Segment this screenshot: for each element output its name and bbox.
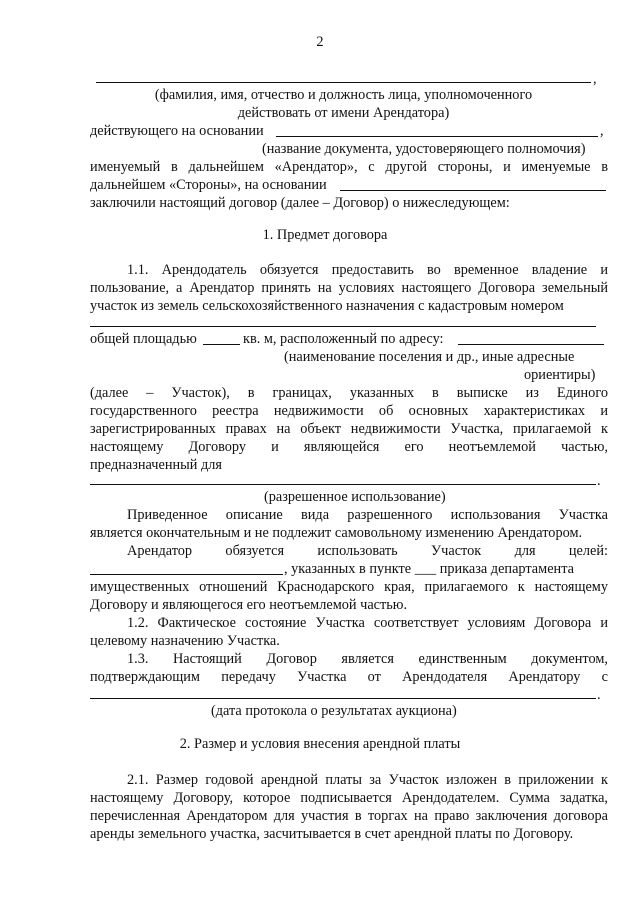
parties-text-line2: дальнейшем «Стороны», на основании (90, 177, 327, 193)
clause-2-1-line2: настоящему Договору, которое подписывается Арендодателем. Сумма задатка, (90, 790, 608, 806)
plot-description-line4: настоящему Договору и являющейся его неотъемлемой частью, (90, 439, 608, 455)
clause-1-2-line1: 1.2. Фактическое состояние Участка соответствует условиям Договора и (127, 615, 608, 631)
address-label: кв. м, расположенный по адресу: (243, 331, 444, 347)
clause-2-1-line4: аренды земельного участка, засчитывается в счет арендной платы по Договору. (90, 826, 574, 842)
area-label: общей площадью (90, 331, 197, 347)
parties-text-line1: именуемый в дальнейшем «Арендатор», с другой стороны, и именуемые в (90, 159, 608, 175)
permitted-use-hint: (разрешенное использование) (264, 489, 446, 505)
clause-1-1-line2: пользование, а Арендатор принять на условиях настоящего Договора земельный (90, 280, 608, 296)
permitted-use-blank (90, 484, 596, 485)
use-description-line1: Приведенное описание вида разрешенного использования Участка (127, 507, 608, 523)
plot-description-line2: государственного реестра недвижимости об основных характеристиках и (90, 403, 608, 419)
obligation-line3: имущественных отношений Краснодарского края, прилагаемого к настоящему (90, 579, 608, 595)
clause-1-2-line2: целевому назначению Участка. (90, 633, 280, 649)
section-1-heading: 1. Предмет договора (262, 227, 388, 243)
section-2-heading: 2. Размер и условия внесения арендной платы (179, 736, 461, 752)
clause-1-3-line2: подтверждающим передачу Участка от Арендодателя Арендатору с (90, 669, 608, 685)
clause-2-1-line1: 2.1. Размер годовой арендной платы за Участок изложен в приложении к (127, 772, 608, 788)
plot-description-line5: предназначенный для (90, 457, 222, 473)
clause-1-3-line1: 1.3. Настоящий Договор является единственным документом, (127, 651, 608, 667)
plot-description-line3: зарегистрированных правах на объект недвижимости Участка, прилагаемой к (90, 421, 608, 437)
clause-1-1-line1: 1.1. Арендодатель обязуется предоставить во временное владение и (127, 262, 608, 278)
representative-comma: , (593, 71, 597, 87)
representative-hint-line1: (фамилия, имя, отчество и должность лица, уполномоченного (154, 87, 533, 103)
plot-description-line1: (далее – Участок), в границах, указанных в выписке из Единого (90, 385, 608, 401)
permitted-use-period: . (597, 473, 601, 489)
basis-document-hint: (название документа, удостоверяющего полномочия) (262, 141, 586, 157)
auction-protocol-hint: (дата протокола о результатах аукциона) (211, 703, 457, 719)
area-blank (203, 344, 240, 345)
representative-name-blank (96, 82, 591, 83)
basis-label: действующего на основании (90, 123, 264, 139)
clause-1-1-line3: участок из земель сельскохозяйственного назначения с кадастровым номером (90, 298, 564, 314)
representative-hint-line2: действовать от имени Арендатора) (237, 105, 450, 121)
obligation-line1: Арендатор обязуется использовать Участок для целей: (127, 543, 608, 559)
parties-basis-blank (340, 190, 606, 191)
auction-protocol-period: . (597, 687, 601, 703)
obligation-line4: Договору и являющегося его неотъемлемой частью. (90, 597, 408, 613)
cadastral-number-blank (90, 326, 596, 327)
page-number: 2 (316, 34, 324, 50)
purpose-blank (90, 574, 283, 575)
basis-comma: , (600, 123, 604, 139)
auction-protocol-blank (90, 698, 596, 699)
address-hint-line2: ориентиры) (524, 367, 596, 383)
use-description-line2: является окончательным и не подлежит самовольному изменению Арендатором. (90, 525, 583, 541)
obligation-line2: , указанных в пункте ___ приказа департамента (284, 561, 574, 577)
address-blank (458, 344, 604, 345)
address-hint-line1: (наименование поселения и др., иные адресные (284, 349, 575, 365)
concluded-text: заключили настоящий договор (далее – Договор) о нижеследующем: (90, 195, 510, 211)
basis-document-blank (276, 136, 598, 137)
clause-2-1-line3: перечисленная Арендатором для участия в торгах на право заключения договора (90, 808, 608, 824)
